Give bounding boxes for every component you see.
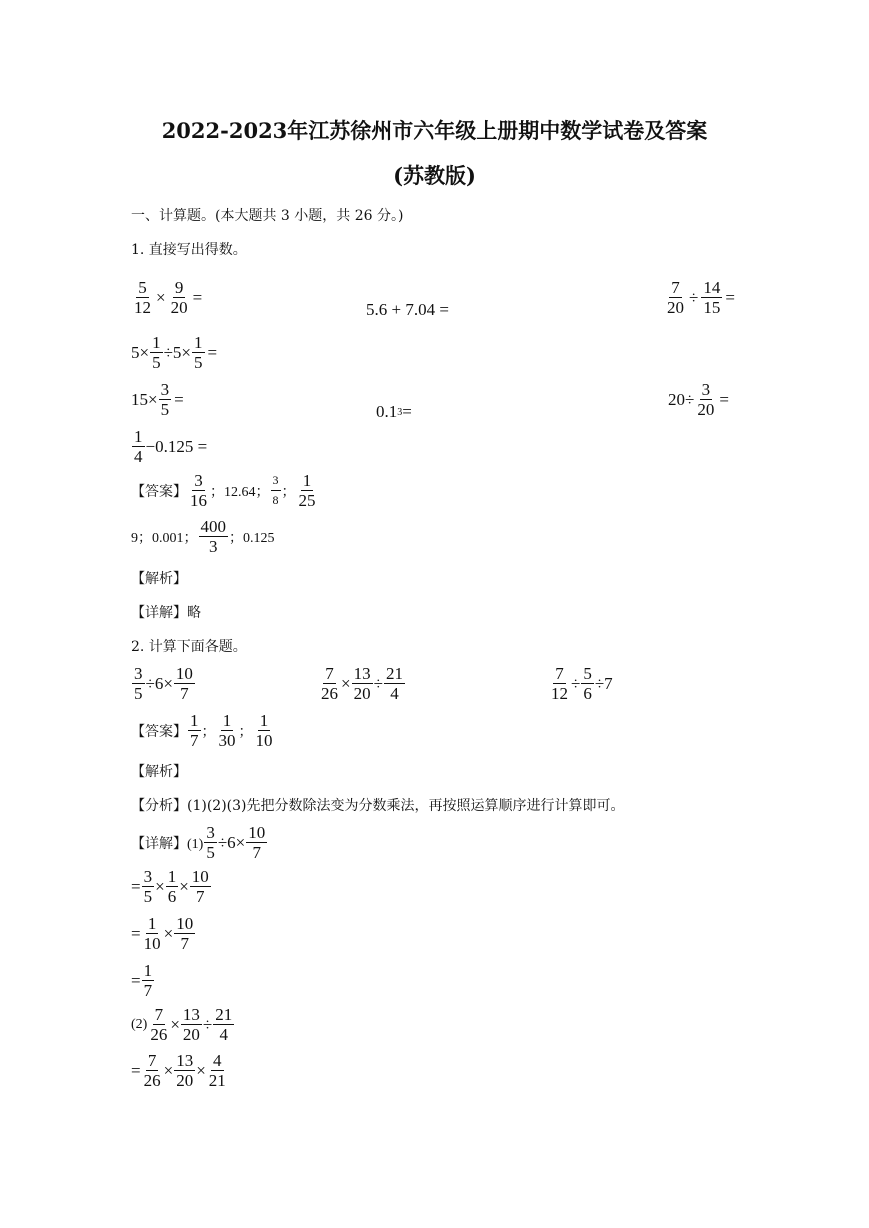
q2-problem-2: $\frac{7}{26}$ × $\frac{13}{20}$ ÷ $\frac{21}{4}$ — [321, 664, 403, 703]
q1-expr-4: 5× $\frac{1}{5}$ ÷5× $\frac{1}{5}$ = — [131, 333, 218, 372]
q1-expr-5: 15× $\frac{3}{5}$ = — [131, 380, 184, 419]
q2-fenxi: 【分析】(1)(2)(3)先把分数除法变为分数乘法，再按照运算顺序进行计算即可。 — [131, 798, 625, 814]
q1-expr-2: 5.6 + 7.04 = — [366, 300, 449, 319]
q1-analysis-label: 【解析】 — [131, 571, 187, 587]
q2-detail-step-2: = $\frac{3}{5}$ × $\frac{1}{6}$ × $\frac{10}{7}$ — [131, 867, 209, 906]
page-title: 2022-2023年江苏徐州市六年级上册期中数学试卷及答案 — [161, 118, 708, 143]
section-heading: 一、计算题。(本大题共 3 小题，共 26 分。) — [131, 208, 404, 224]
q1-expr-1: $\frac{5}{12}$ × $\frac{9}{20}$ = — [134, 278, 203, 317]
q2-detail-step-4: = $\frac{1}{7}$ — [131, 961, 153, 1000]
question-1-prompt: 1. 直接写出得数。 — [131, 242, 247, 258]
q2-answer: 【答案】 1 7 ； 1 30 ； 1 10 — [131, 711, 273, 750]
q2-detail-step-6: = $\frac{7}{26}$ × $\frac{13}{20}$ × $\frac{4}{21}$ — [131, 1051, 226, 1090]
question-2-prompt: 2. 计算下面各题。 — [131, 639, 247, 655]
q2-analysis-label: 【解析】 — [131, 764, 187, 780]
q1-expr-7: 20÷ $\frac{3}{20}$ = — [668, 380, 729, 419]
q1-answer-line-2: 9；0.001； 400 3 ；0.125 — [131, 517, 275, 556]
q1-detail: 【详解】略 — [131, 605, 201, 621]
q2-detail-step-5: (2) $\frac{7}{26}$ × $\frac{13}{20}$ ÷ $\frac{21}{4}$ — [131, 1005, 233, 1044]
q2-problem-1: $\frac{3}{5}$ ÷6× $\frac{10}{7}$ — [134, 664, 193, 703]
q2-detail-step-1: 【详解】(1) $\frac{3}{5}$ ÷6× $\frac{10}{7}$ — [131, 823, 266, 862]
q1-expr-3: $\frac{7}{20}$ ÷ $\frac{14}{15}$ = — [667, 278, 735, 317]
q2-problem-3: $\frac{7}{12}$ ÷ $\frac{5}{6}$ ÷7 — [551, 664, 613, 703]
q1-expr-8: 1 4 −0.125 = — [134, 427, 208, 466]
q1-expr-6: 0.1 3 = — [376, 402, 412, 421]
q2-detail-step-3: = $\frac{1}{10}$ × $\frac{10}{7}$ — [131, 914, 194, 953]
page-subtitle: (苏教版) — [393, 163, 476, 188]
q1-answer: 【答案】 3 16 ；12.64； 3 8 ； 1 25 — [131, 471, 316, 510]
